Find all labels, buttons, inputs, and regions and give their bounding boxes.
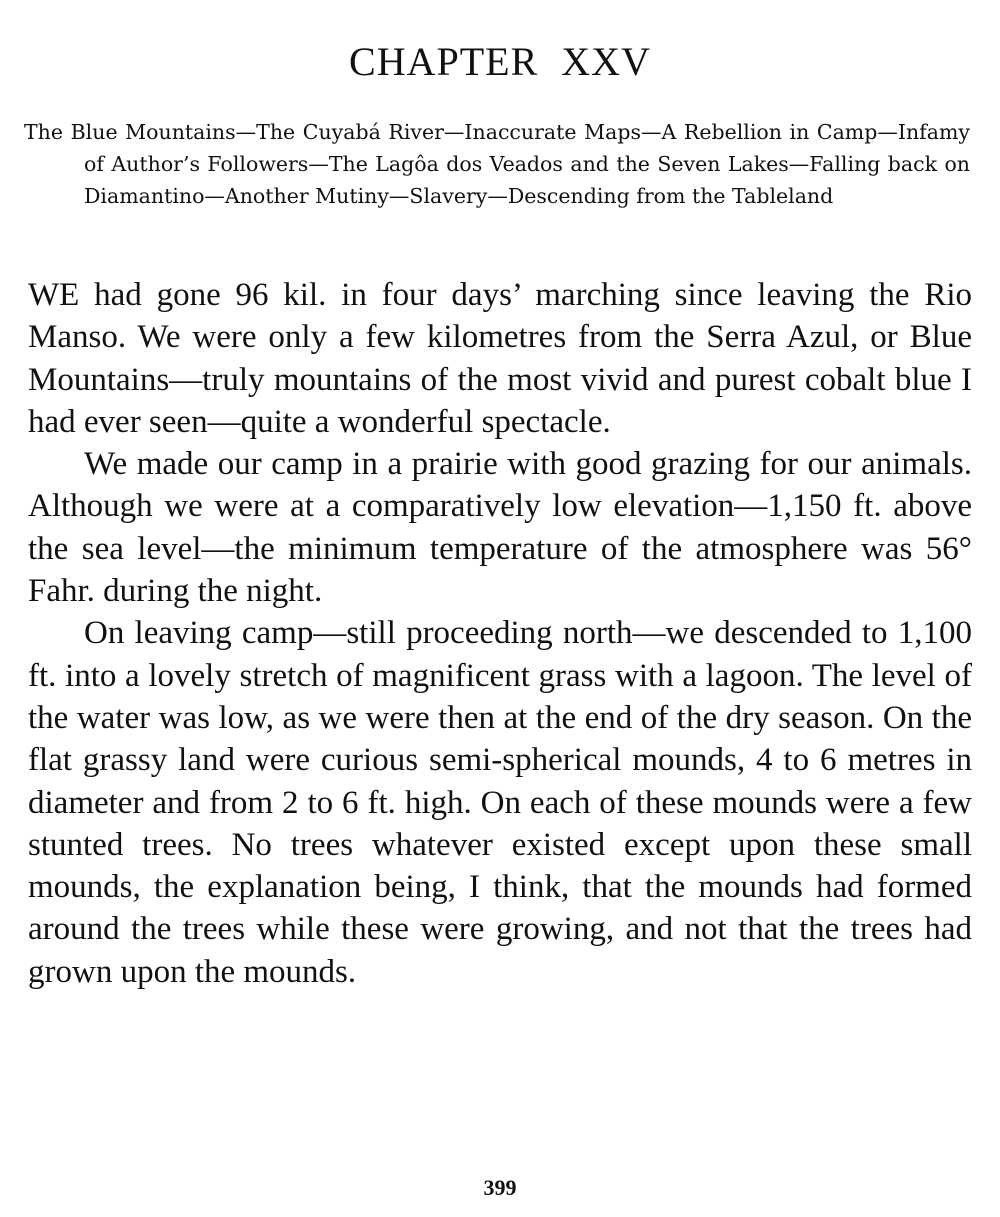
chapter-synopsis: The Blue Mountains—The Cuyabá River—Inaccurate Maps—A Rebellion in Camp—Infamy of Author’s Followers—The Lagôa dos Veados and the Seven Lakes—Falling back on Diamantino—Another Mutiny—Slavery—Descending from the Tableland xyxy=(24,120,970,208)
paragraph-1 xyxy=(28,274,972,443)
paragraph-1-text: had gone 96 kil. in four days’ marching since leaving the Rio Manso. We were only a few kilometres from the Serra Azul, or Blue Mountains—truly mountains of the most vivid and purest cobalt blue I had ever seen—quite a wonderful spectacle. xyxy=(28,277,972,440)
page-number: 399 xyxy=(483,1175,517,1200)
paragraph-3: On leaving camp—still proceeding north—we descended to 1,100 ft. into a lovely stretch of magnificent grass with a lagoon. The level of the water was low, as we were then at the end of the dry season. On the flat grassy land were curious semi-spherical mounds, 4 to 6 metres in diameter and from 2 to 6 ft. high. On each of these mounds were a few stunted trees. No trees whatever existed except upon these small mounds, the explanation being, I think, that the mounds had formed around the trees while these were growing, and not that the trees had grown upon the mounds. xyxy=(28,615,972,990)
chapter-title: CHAPTER XXV xyxy=(349,39,651,84)
initial-smallcap: E xyxy=(59,277,80,313)
paragraph-2: We made our camp in a prairie with good grazing for our animals. Although we were at a comparatively low elevation—1,150 ft. above the sea level—the minimum temperature of the atmosphere was 56° Fahr. during the night. xyxy=(28,446,972,610)
drop-initial: W xyxy=(28,277,60,313)
body-text xyxy=(28,274,972,993)
